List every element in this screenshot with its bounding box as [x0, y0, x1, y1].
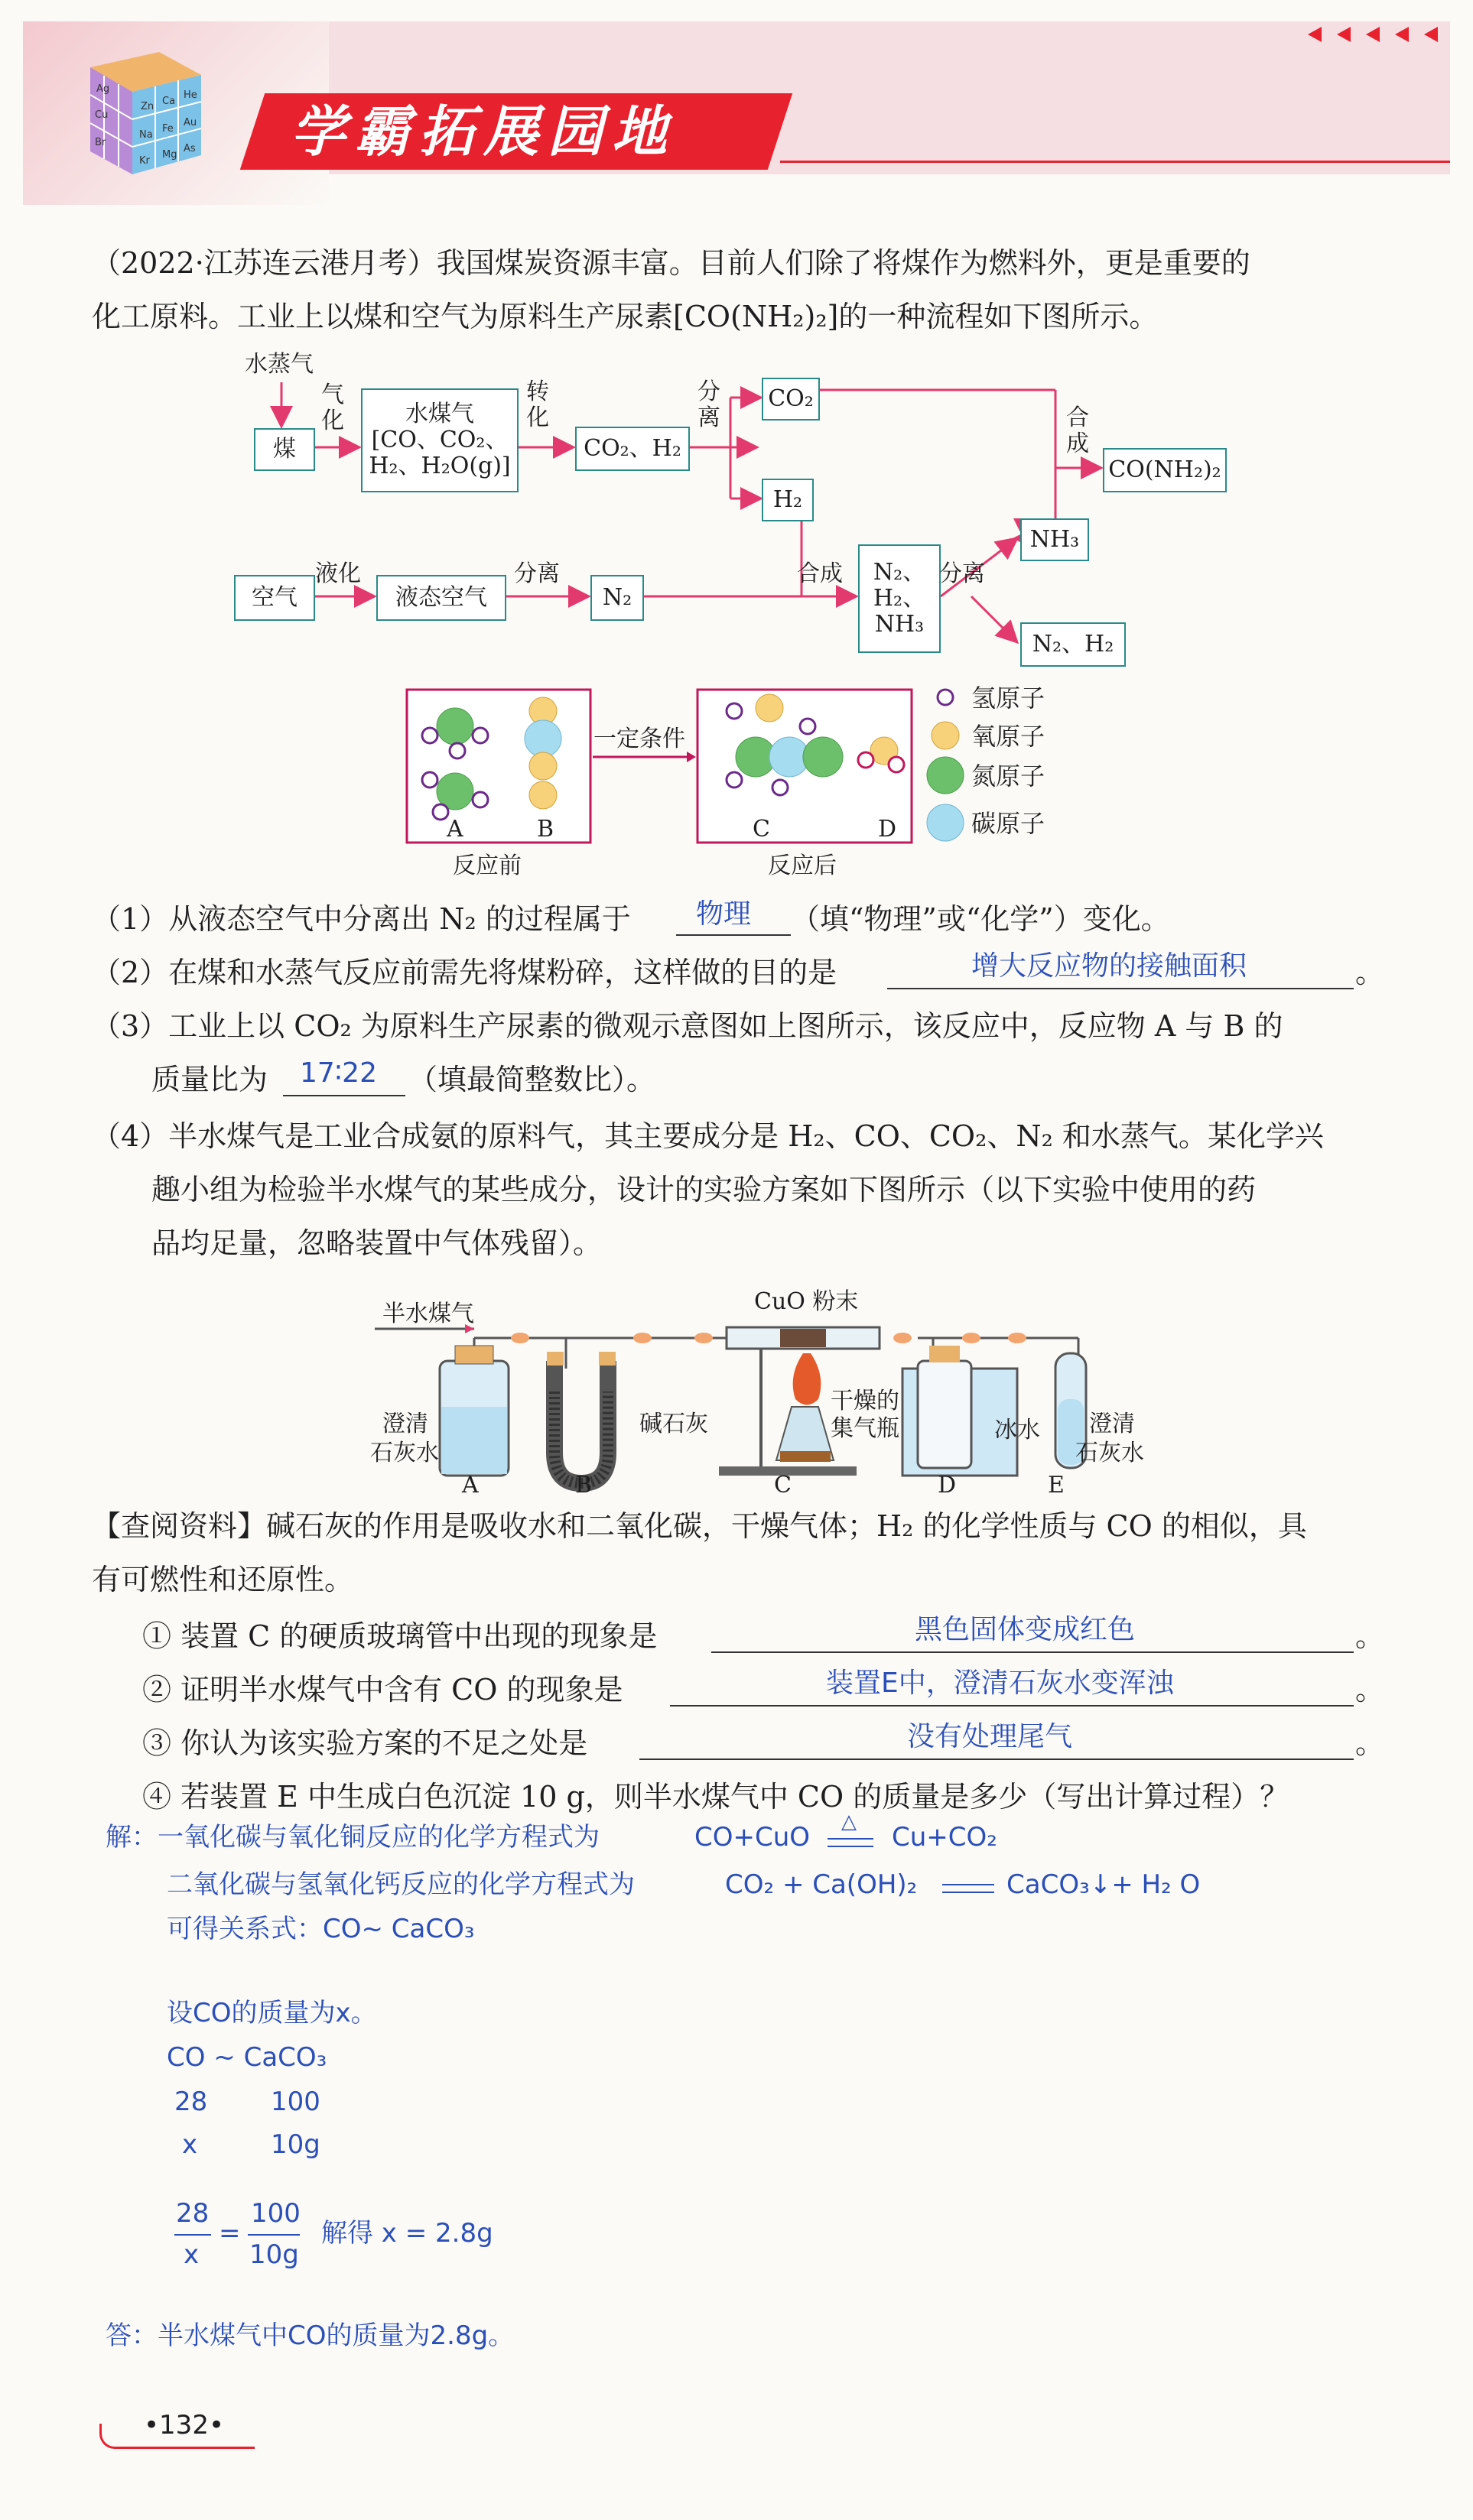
intro-line-2: 化工原料。工业上以煤和空气为原料生产尿素[CO(NH₂)₂]的一种流程如下图所示。 — [92, 300, 1159, 333]
subq-3-text: ③ 你认为该实验方案的不足之处是 — [142, 1726, 588, 1760]
legend-hydrogen: 氢原子 — [971, 684, 1045, 713]
co2-h2-box — [575, 427, 690, 471]
subq-4-text: ④ 若装置 E 中生成白色沉淀 10 g，则半水煤气中 CO 的质量是多少（写出计算过程）？ — [142, 1780, 1289, 1814]
q1-blank — [676, 934, 791, 936]
apparatus-label-c: C — [774, 1472, 792, 1499]
urea-box — [1103, 448, 1227, 492]
n2-label: N₂ — [602, 584, 632, 611]
fraction-1-bar — [174, 2234, 211, 2236]
subq-2-answer: 装置E中，澄清石灰水变浑浊 — [826, 1668, 1174, 1699]
fraction-2-num: 100 — [251, 2198, 301, 2229]
cube-label: Na — [139, 129, 153, 141]
dry-bottle-label-2: 集气瓶 — [831, 1415, 899, 1442]
subq-2-blank — [670, 1705, 1354, 1707]
co2-label: CO₂ — [768, 385, 814, 412]
legend — [927, 690, 964, 841]
bottle-a — [440, 1346, 509, 1476]
mix-box — [858, 544, 941, 653]
bottle-d — [902, 1346, 1017, 1476]
page-number: •132• — [144, 2410, 225, 2440]
solution-eq1-sign — [828, 1838, 873, 1847]
water-gas-line2: H₂、H₂O(g)] — [369, 453, 511, 479]
label-a: A — [447, 816, 463, 843]
q2-blank — [887, 988, 1354, 989]
water-gas-line1: [CO、CO₂、 — [371, 427, 509, 453]
gas-in-label: 半水煤气 — [382, 1301, 474, 1327]
co2-h2-label: CO₂、H₂ — [584, 435, 681, 462]
intro-line-1: （2022·江苏连云港月考）我国煤炭资源丰富。目前人们除了将煤作为燃料外，更是重要的 — [92, 246, 1250, 280]
label-d: D — [878, 816, 897, 843]
cube-label: Cu — [95, 109, 109, 121]
subq-1-period: 。 — [1355, 1619, 1385, 1653]
nh3-box — [1020, 518, 1089, 561]
liquefy-label: 液化 — [315, 560, 361, 587]
reference-line-2: 有可燃性和还原性。 — [92, 1563, 354, 1596]
fraction-2-den: 10g — [249, 2239, 299, 2270]
q2-text: （2）在煤和水蒸气反应前需先将煤粉碎，这样做的目的是 — [92, 956, 837, 989]
synth-label: 合成 — [797, 560, 843, 587]
solution-eq1-left: CO+CuO — [694, 1822, 811, 1853]
after-label: 反应后 — [768, 852, 837, 879]
solution-eq1-delta: △ — [841, 1810, 857, 1833]
soda-lime-label: 碱石灰 — [639, 1411, 708, 1437]
cuo-label: CuO 粉末 — [754, 1288, 859, 1315]
reference-line-1: 【查阅资料】碱石灰的作用是吸收水和二氧化碳，干燥气体；H₂ 的化学性质与 CO 的相似，具 — [92, 1509, 1307, 1543]
q3-blank — [283, 1095, 405, 1096]
limewater-label-a1: 澄清 — [382, 1411, 428, 1437]
ice-water-label: 冰水 — [994, 1417, 1040, 1443]
solution-ratio-2b: 10g — [271, 2129, 320, 2160]
solution-eq2-sign — [942, 1884, 994, 1893]
solution-line-5: CO ~ CaCO₃ — [167, 2042, 327, 2073]
solution-eq1-right: Cu+CO₂ — [892, 1822, 997, 1853]
solution-ratio-1a: 28 — [174, 2086, 208, 2117]
air-box — [234, 575, 315, 621]
solution-line-4: 设CO的质量为x。 — [167, 1998, 377, 2028]
urea-label: CO(NH₂)₂ — [1108, 456, 1221, 483]
solution-line-2a: 二氧化碳与氢氧化钙反应的化学方程式为 — [167, 1869, 635, 1900]
mix-line1: N₂、 — [873, 559, 926, 586]
coal-label: 煤 — [273, 436, 296, 463]
solution-result: 解得 x = 2.8g — [321, 2218, 493, 2249]
legend-oxygen: 氧原子 — [971, 722, 1045, 751]
water-gas-box — [361, 388, 519, 492]
n2-h2-box — [1020, 622, 1126, 667]
apparatus-label-a: A — [462, 1472, 479, 1499]
mix-line3: NH₃ — [874, 611, 925, 638]
cube-label: He — [184, 89, 197, 101]
flow-arrows — [0, 0, 1473, 688]
apparatus-label-d: D — [938, 1472, 957, 1499]
subq-3-answer: 没有处理尾气 — [907, 1721, 1073, 1752]
q3-answer: 17∶22 — [300, 1057, 377, 1089]
subq-3-period: 。 — [1355, 1726, 1385, 1760]
cube-label: Ca — [162, 96, 176, 107]
apparatus-diagram — [367, 1284, 1117, 1506]
synth-top-label: 合成 — [1066, 404, 1089, 457]
fraction-1-den: x — [184, 2239, 200, 2270]
limewater-label-a2: 石灰水 — [370, 1440, 439, 1466]
apparatus-label-b: B — [575, 1472, 593, 1499]
q4-line-3: 品均足量，忽略装置中气体残留）。 — [151, 1226, 603, 1260]
solution-ratio-1b: 100 — [271, 2086, 320, 2117]
subq-1-blank — [711, 1651, 1354, 1653]
solution-answer: 答：半水煤气中CO的质量为2.8g。 — [106, 2320, 515, 2351]
cube-label: Br — [95, 137, 106, 148]
q3-text-a: （3）工业上以 CO₂ 为原料生产尿素的微观示意图如上图所示，该反应中，反应物 A 与 B 的 — [92, 1009, 1283, 1043]
dry-bottle-label-1: 干燥的 — [831, 1388, 899, 1414]
q1-answer: 物理 — [696, 898, 752, 930]
water-gas-title: 水煤气 — [405, 401, 474, 427]
q2-answer: 增大反应物的接触面积 — [971, 950, 1247, 982]
legend-nitrogen: 氮原子 — [971, 762, 1045, 791]
before-label: 反应前 — [453, 852, 522, 879]
legend-carbon: 碳原子 — [971, 809, 1045, 838]
mix-line2: H₂、 — [873, 585, 926, 612]
cube-label: Au — [184, 117, 197, 128]
label-c: C — [753, 816, 770, 843]
cube-label: Mg — [162, 149, 177, 161]
separate3-label: 分离 — [939, 560, 985, 587]
steam-label: 水蒸气 — [245, 351, 314, 378]
fraction-equals: = — [219, 2218, 241, 2249]
subq-3-blank — [639, 1758, 1354, 1760]
cube-label: Ag — [96, 83, 110, 95]
subq-2-period: 。 — [1355, 1673, 1385, 1707]
liquid-air-label: 液态空气 — [395, 584, 487, 611]
q1-text-b: （填“物理”或“化学”）变化。 — [791, 902, 1170, 936]
n2-box — [590, 575, 644, 621]
solution-eq2-left: CO₂ + Ca(OH)₂ — [725, 1869, 918, 1900]
nh3-label: NH₃ — [1029, 526, 1080, 553]
q4-line-2: 趣小组为检验半水煤气的某些成分，设计的实验方案如下图所示（以下实验中使用的药 — [151, 1173, 1257, 1206]
u-tube-b — [547, 1352, 616, 1483]
h2-box — [762, 479, 814, 521]
solution-ratio-2a: x — [182, 2129, 198, 2160]
liquid-air-box — [376, 575, 506, 621]
q3-text-c: （填最简整数比）。 — [408, 1063, 656, 1096]
condition-label: 一定条件 — [593, 726, 685, 752]
fraction-2-bar — [248, 2234, 300, 2236]
cube-label: Fe — [162, 123, 174, 135]
gasify-label: 气化 — [321, 382, 344, 434]
subq-1-answer: 黑色固体变成红色 — [915, 1614, 1136, 1645]
q4-line-1: （4）半水煤气是工业合成氨的原料气，其主要成分是 H₂、CO、CO₂、N₂ 和水蒸气。某化学兴 — [92, 1119, 1324, 1153]
q3-text-b: 质量比为 — [151, 1063, 268, 1096]
separate2-label: 分离 — [514, 560, 560, 587]
subq-1-text: ① 装置 C 的硬质玻璃管中出现的现象是 — [142, 1619, 658, 1653]
q2-period: 。 — [1355, 956, 1385, 989]
air-label: 空气 — [252, 584, 298, 611]
solution-line-3: 可得关系式：CO~ CaCO₃ — [167, 1914, 475, 1944]
label-b: B — [537, 816, 554, 843]
solution-line-1a: 解：一氧化碳与氧化铜反应的化学方程式为 — [106, 1822, 600, 1853]
n2-h2-label: N₂、H₂ — [1032, 631, 1114, 658]
separate-label: 分离 — [697, 378, 720, 431]
q1-text-a: （1）从液态空气中分离出 N₂ 的过程属于 — [92, 902, 631, 936]
h2-label: H₂ — [772, 486, 803, 513]
cube-label: Zn — [141, 101, 154, 112]
coal-box — [254, 428, 315, 471]
solution-eq2-right: CaCO₃↓+ H₂ O — [1006, 1869, 1201, 1900]
cube-label: As — [184, 143, 196, 154]
convert-label: 转化 — [526, 378, 549, 431]
limewater-label-e1: 澄清 — [1089, 1411, 1135, 1437]
page-title: 学霸拓展园地 — [291, 99, 677, 164]
apparatus-label-e: E — [1048, 1472, 1065, 1499]
subq-2-text: ② 证明半水煤气中含有 CO 的现象是 — [142, 1673, 623, 1707]
limewater-label-e2: 石灰水 — [1075, 1440, 1144, 1466]
co2-box — [762, 378, 820, 421]
cube-label: Kr — [139, 155, 150, 167]
fraction-1-num: 28 — [176, 2198, 210, 2229]
